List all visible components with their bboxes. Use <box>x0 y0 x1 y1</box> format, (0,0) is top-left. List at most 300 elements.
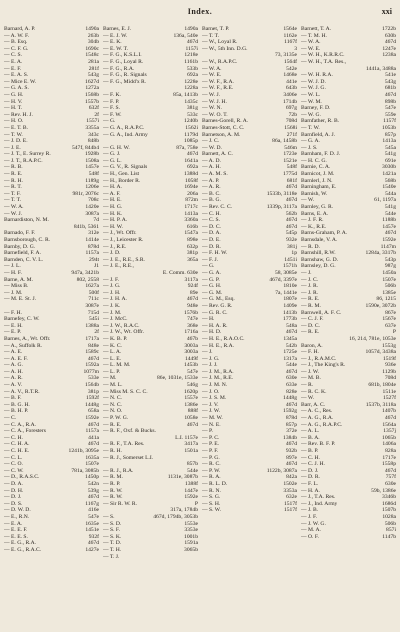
index-entry <box>301 105 396 112</box>
index-entry <box>103 138 198 145</box>
index-entry <box>301 263 396 270</box>
index-entry <box>202 270 297 277</box>
entry-name: — G. A. <box>202 269 221 276</box>
entry-reference: 1386e <box>184 401 198 408</box>
entry-name: — W. A. <box>301 39 321 46</box>
entry-reference: 1457e <box>85 164 99 171</box>
entry-reference: 545i <box>89 316 99 323</box>
entry-reference: 1627a <box>85 283 99 290</box>
entry-name: — E. A. S. <box>4 72 29 79</box>
entry-name: — C. H. <box>301 454 320 461</box>
entry-reference: 16, 214, 781e, 1053e <box>349 335 396 342</box>
entry-reference: 533e <box>88 375 99 382</box>
index-entry <box>202 310 297 317</box>
entry-reference: 1714b <box>283 98 297 105</box>
index-entry <box>202 145 297 152</box>
entry-reference: 545a <box>385 144 396 151</box>
index-entry <box>4 244 99 251</box>
index-entry <box>301 422 396 429</box>
entry-name: — S. W. <box>202 507 221 514</box>
entry-name: — J. C. <box>202 138 220 145</box>
index-entry <box>4 72 99 79</box>
entry-name: — L. E. <box>103 355 122 362</box>
index-entry <box>103 382 198 389</box>
entry-name: — E. T. B. <box>4 124 29 131</box>
entry-name: — C. O. <box>4 461 23 468</box>
index-column-1 <box>4 26 99 626</box>
entry-name: — R. F., T.A. Res. <box>103 441 145 448</box>
index-entry <box>202 224 297 231</box>
entry-name: Barnardiston, N. M. <box>4 217 49 224</box>
index-entry <box>202 408 297 415</box>
index-entry <box>301 316 396 323</box>
entry-reference: 632f <box>88 105 99 112</box>
index-entry <box>4 171 99 178</box>
entry-name: — E. W. T. <box>103 45 128 52</box>
entry-name: — J. W. <box>301 368 320 375</box>
entry-reference: 616b <box>186 223 198 230</box>
entry-reference: 1447e <box>184 487 198 494</box>
index-entry <box>4 26 99 33</box>
index-entry <box>202 336 297 343</box>
entry-reference: 1564b <box>85 382 99 389</box>
index-column-2 <box>103 26 198 626</box>
entry-name: Barnicot, J. M. <box>301 171 335 178</box>
entry-name: — J. <box>202 349 213 356</box>
index-entry <box>202 474 297 481</box>
index-entry <box>4 178 99 185</box>
entry-name: — K., R.E. <box>301 223 327 230</box>
entry-name: — F. K. <box>103 91 121 98</box>
entry-name: Barnard, A. P. <box>4 26 36 32</box>
index-entry <box>103 415 198 422</box>
entry-reference: 467d <box>285 329 297 336</box>
index-entry <box>4 461 99 468</box>
index-entry <box>202 171 297 178</box>
entry-reference: 630e <box>385 480 396 487</box>
entry-name: — J., T.A. Res. <box>301 494 336 501</box>
index-entry <box>103 527 198 534</box>
index-entry <box>301 85 396 92</box>
entry-reference: 1162e <box>283 32 297 39</box>
entry-name: — Rev. B. F. P. <box>301 441 336 448</box>
entry-reference: 936e <box>385 362 396 369</box>
entry-reference: 3 <box>294 45 297 52</box>
index-entry <box>103 290 198 297</box>
index-entry <box>4 527 99 534</box>
entry-name: — R. J., Somerset L.I. <box>103 454 154 461</box>
entry-name: — A. V., R.T.R. <box>4 388 40 395</box>
entry-reference: 848e <box>88 342 99 349</box>
index-entry <box>103 92 198 99</box>
entry-reference: 542n <box>87 480 99 487</box>
entry-reference: 61, 1197a <box>374 197 396 204</box>
entry-name: — E. J. W. <box>103 32 128 39</box>
entry-reference: 1188b <box>382 217 396 224</box>
index-entry <box>4 310 99 317</box>
entry-name: — J. M., R.A. <box>202 368 234 375</box>
entry-reference: 72b <box>288 111 297 118</box>
index-entry <box>4 46 99 53</box>
entry-reference: 281a <box>88 58 99 65</box>
entry-reference: 1537b, 3118a <box>365 401 396 408</box>
entry-name: — B. G. H. <box>4 401 30 408</box>
entry-reference: 1717c <box>184 204 198 211</box>
index-entry <box>4 52 99 59</box>
index-entry <box>103 270 198 277</box>
entry-name: — G. A. <box>301 138 320 145</box>
entry-reference: 317a, 1784b <box>170 507 198 514</box>
index-entry <box>301 441 396 448</box>
index-entry <box>202 105 297 112</box>
entry-name: — E. H. <box>4 322 23 329</box>
index-entry <box>202 79 297 86</box>
entry-reference: 1627d <box>85 78 99 85</box>
entry-name: Barnie, C. A. <box>301 164 331 171</box>
entry-reference: 89e <box>189 289 198 296</box>
entry-reference: 708d <box>285 118 297 125</box>
index-entry <box>301 145 396 152</box>
entry-reference: 381p <box>87 388 99 395</box>
index-entry <box>301 99 396 106</box>
entry-name: — P. W. G. <box>103 415 129 422</box>
entry-name: — W. H. R.A. <box>301 72 333 79</box>
entry-name: — G. A., R.A.P.C. <box>103 124 145 131</box>
entry-name: Barney, F. D. <box>301 105 331 112</box>
entry-reference: 87a, 758e <box>176 144 198 151</box>
index-entry <box>301 79 396 86</box>
index-entry <box>301 343 396 350</box>
entry-name: — W. <box>301 197 315 204</box>
entry-name: — H. C. G. <box>301 157 327 164</box>
entry-reference: 544a <box>385 190 396 197</box>
entry-name: — E., R.N. <box>4 513 30 520</box>
index-entry <box>4 132 99 139</box>
entry-reference: 828e <box>286 388 297 395</box>
entry-reference: 381j <box>287 243 297 250</box>
entry-name: — E. F. <box>4 65 22 72</box>
entry-name: — A., Suffolk R. <box>4 342 43 349</box>
index-entry <box>103 494 198 501</box>
entry-name: Barnwell, A. F. C. <box>301 309 342 316</box>
entry-name: — B. H. P. <box>4 408 29 415</box>
entry-name: — L. M. M. <box>103 362 131 369</box>
index-entry <box>301 125 396 132</box>
index-entry <box>4 481 99 488</box>
entry-name: — C. F. G. <box>4 45 29 52</box>
index-entry <box>4 217 99 224</box>
entry-name: — M. W. <box>202 415 223 422</box>
entry-name: Barr, A. C. <box>301 401 326 408</box>
index-entry <box>103 66 198 73</box>
entry-reference: 857b <box>186 461 198 468</box>
index-entry <box>4 382 99 389</box>
index-entry <box>103 468 198 475</box>
entry-name: — P. E. <box>202 441 220 448</box>
index-entry <box>202 369 297 376</box>
entry-reference: 1717e <box>382 454 396 461</box>
page-number: xxi <box>381 7 392 16</box>
entry-reference: 467d <box>384 91 396 98</box>
entry-name: — J., R.A.M.C. <box>301 355 337 362</box>
entry-name: — A. R. <box>4 375 23 382</box>
index-entry <box>4 441 99 448</box>
entry-reference: 304b <box>87 39 99 46</box>
index-entry <box>202 468 297 475</box>
entry-name: — A. G., R.A. <box>301 415 334 422</box>
entry-name: — F. G., R. Signals <box>103 72 147 79</box>
index-entry <box>202 132 297 139</box>
index-entry <box>301 375 396 382</box>
entry-reference: 643b <box>285 85 297 92</box>
entry-reference: 85a, 1413b <box>173 91 198 98</box>
entry-name: — J. T., R.A.P.C. <box>4 157 43 164</box>
entry-name: — J. R. <box>301 283 319 290</box>
index-entry <box>103 204 198 211</box>
entry-reference: 539g <box>87 487 99 494</box>
index-entry <box>202 125 297 132</box>
entry-reference: 542b <box>285 342 297 349</box>
entry-reference: 857p <box>285 421 297 428</box>
index-entry <box>4 184 99 191</box>
entry-reference: 1057d, 3438a <box>365 349 396 356</box>
entry-reference: 1441a, 3488a <box>365 65 396 72</box>
entry-reference: 1592g <box>283 408 297 415</box>
entry-name: — F. H. <box>301 349 319 356</box>
entry-name: — S. <box>103 513 115 520</box>
entry-reference: 1723e <box>283 151 297 158</box>
entry-name: — J. M. <box>103 309 122 316</box>
index-entry <box>202 428 297 435</box>
entry-reference: L.I. 1157e <box>175 434 198 441</box>
index-entry <box>4 125 99 132</box>
index-entry <box>103 52 198 59</box>
entry-name: — G. P. <box>202 276 220 283</box>
entry-name: — G. M. <box>202 289 223 296</box>
entry-name: — J. V. <box>202 401 219 408</box>
entry-reference: 1388a <box>85 322 99 329</box>
entry-reference: 541g <box>384 204 396 211</box>
entry-reference: 416e <box>88 507 99 514</box>
entry-name: — C. W. <box>4 467 24 474</box>
entry-reference: 441a <box>88 434 99 441</box>
entry-name: — J., Leicester R. <box>103 237 144 243</box>
index-entry <box>301 178 396 185</box>
entry-name: — M. E. St. J. <box>4 296 37 303</box>
entry-reference: 1589c <box>85 349 99 356</box>
entry-reference: 1502e <box>283 480 297 487</box>
entry-reference: 467d, 3397e <box>269 276 297 283</box>
entry-reference: 7a, 1441e <box>275 289 297 296</box>
index-entry <box>301 323 396 330</box>
index-entry <box>4 283 99 290</box>
index-entry <box>301 521 396 528</box>
entry-name: — H. K. <box>103 210 123 217</box>
entry-reference: 747e <box>187 316 198 323</box>
index-entry <box>4 455 99 462</box>
entry-name: — W. E. <box>301 45 321 52</box>
entry-name: — W. E. <box>202 72 222 79</box>
entry-reference: 3087a <box>85 210 99 217</box>
entry-reference: 1591a <box>184 540 198 547</box>
entry-reference: 568b <box>384 177 396 184</box>
entry-name: — B. A. <box>301 434 320 441</box>
entry-reference: 2f <box>94 111 99 118</box>
index-entry <box>4 468 99 475</box>
entry-reference: 1228a <box>184 85 198 92</box>
entry-reference: 1284a, 3317b <box>365 250 396 257</box>
entry-name: — W. L. <box>301 91 321 98</box>
index-column-3 <box>202 26 297 626</box>
entry-name: — A. V. <box>4 382 23 389</box>
entry-name: — T. W. <box>4 131 23 138</box>
index-entry <box>4 33 99 40</box>
index-entry <box>301 415 396 422</box>
entry-name: — A. W. F. <box>4 32 30 39</box>
entry-name: — D. H. <box>4 487 24 494</box>
entry-name: — B. F. <box>4 395 22 402</box>
index-entry <box>202 118 297 125</box>
index-entry <box>301 217 396 224</box>
index-entry <box>4 521 99 528</box>
entry-name: — H. T. <box>4 105 23 112</box>
index-entry <box>301 158 396 165</box>
index-entry <box>202 356 297 363</box>
entry-name: — E. P. <box>4 329 22 336</box>
entry-reference: 467d <box>285 217 297 224</box>
index-entry <box>301 461 396 468</box>
entry-name: — A. M. S. <box>202 171 228 178</box>
index-entry <box>103 408 198 415</box>
entry-reference: 1507b <box>382 507 396 514</box>
entry-reference: 546g <box>186 382 198 389</box>
entry-name: — A. G. <box>4 362 23 369</box>
index-entry <box>4 164 99 171</box>
entry-name: — F. G., Midd'x R. <box>103 78 147 85</box>
entry-name: — W. J. H. <box>202 98 227 105</box>
entry-name: — W. A. <box>202 65 222 72</box>
entry-reference: 1147b <box>382 533 396 540</box>
entry-name: — A. E. F. <box>4 355 28 362</box>
index-entry <box>103 547 198 554</box>
index-entry <box>103 329 198 336</box>
index-entry <box>4 92 99 99</box>
entry-reference: 1641a <box>184 157 198 164</box>
index-entry <box>103 39 198 46</box>
entry-name: — M. B. <box>301 375 321 382</box>
index-entry <box>202 46 297 53</box>
entry-name: — J., R.E. <box>103 243 127 250</box>
entry-reference: 1508a <box>85 157 99 164</box>
index-entry <box>202 211 297 218</box>
index-entry <box>103 211 198 218</box>
entry-reference: 381p <box>186 250 198 257</box>
entry-reference: 546m <box>284 144 297 151</box>
entry-name: — S. G. <box>202 494 221 501</box>
index-entry <box>202 92 297 99</box>
entry-reference: 1547a <box>184 230 198 237</box>
index-entry <box>4 362 99 369</box>
entry-reference: 757f <box>385 474 396 481</box>
entry-reference: 1179d <box>184 131 198 138</box>
entry-reference: 1413a <box>382 138 396 145</box>
index-entry <box>301 257 396 264</box>
entry-reference: 633e <box>286 382 297 389</box>
entry-name: Barnsley, D. G. <box>301 263 336 270</box>
index-entry <box>4 488 99 495</box>
entry-name: — E. A. <box>4 520 23 527</box>
index-entry <box>103 323 198 330</box>
entry-reference: 1449f <box>184 355 198 362</box>
entry-reference: 898e <box>187 237 198 243</box>
index-entry <box>202 303 297 310</box>
entry-name: — S. H. <box>202 500 221 507</box>
entry-reference: 1490a <box>85 26 99 32</box>
entry-reference: 467d <box>186 421 198 428</box>
index-column-4 <box>301 26 396 626</box>
index-entry <box>4 369 99 376</box>
index-entry <box>202 296 297 303</box>
index-entry <box>103 375 198 382</box>
index-entry <box>301 224 396 231</box>
entry-name: — W. O. T. <box>202 111 228 118</box>
entry-name: — G. H. <box>202 283 222 290</box>
index-entry <box>202 501 297 508</box>
entry-name: Barnfather, R. B. <box>301 118 340 125</box>
entry-reference: 547e <box>88 513 99 520</box>
entry-name: — G. H. <box>4 91 24 98</box>
entry-name: Barns, E. A. <box>301 210 329 217</box>
entry-name: — N. E. <box>202 421 221 428</box>
index-entry <box>103 178 198 185</box>
index-entry <box>4 514 99 521</box>
entry-reference: 1716a <box>184 329 198 336</box>
entry-name: — F. W. <box>103 111 122 118</box>
entry-reference: 1407b <box>382 408 396 415</box>
entry-reference: 1533b, 3118e <box>266 190 297 197</box>
index-entry <box>202 343 297 350</box>
entry-name: — R. M. <box>301 302 321 309</box>
entry-name: — R. <box>301 382 314 389</box>
index-entry <box>202 204 297 211</box>
entry-reference: 1592e <box>382 237 396 243</box>
index-entry <box>301 534 396 541</box>
entry-name: — C. A., Foresters <box>4 428 46 435</box>
entry-name: Barnes, E. J. <box>103 26 132 32</box>
entry-reference: P <box>392 329 396 336</box>
entry-reference: 3087e <box>85 302 99 309</box>
entry-name: Barnetson, A. M. <box>202 131 241 138</box>
entry-name: — C. J. F. <box>301 316 324 323</box>
entry-name: — W., Loyal R. <box>202 39 238 46</box>
entry-name: Barnfield, A. J. <box>301 131 336 138</box>
index-entry <box>202 290 297 297</box>
entry-name: — H. <box>202 316 215 323</box>
entry-name: — H. O. <box>4 118 24 125</box>
entry-name: — R. D. <box>301 243 320 250</box>
entry-name: — R. T. <box>4 184 22 191</box>
entry-name: — J. F. <box>301 513 318 520</box>
entry-reference: 1131e, 3087b <box>167 474 198 481</box>
entry-name: — D. A. <box>4 480 23 487</box>
entry-reference: 281f <box>88 65 99 72</box>
entry-reference: 1451e <box>85 527 99 534</box>
index-entry <box>301 303 396 310</box>
entry-name: — B. P. <box>301 448 319 454</box>
entry-reference: 1129b <box>382 368 396 375</box>
index-entry <box>103 316 198 323</box>
entry-reference: 1690c <box>85 45 99 52</box>
